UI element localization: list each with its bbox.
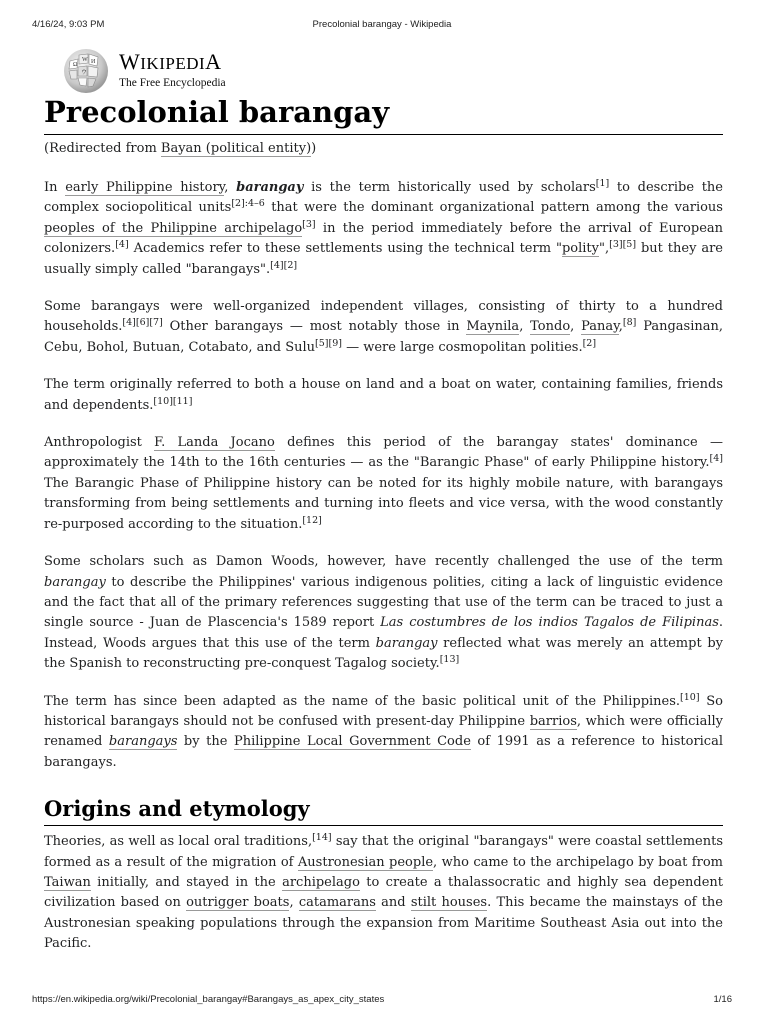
redirect-link[interactable]: Bayan (political entity): [160, 141, 312, 156]
link-catamarans[interactable]: catamarans: [298, 895, 376, 911]
redirect-note: (Redirected from Bayan (political entity)): [44, 141, 317, 156]
citation[interactable]: [12]: [302, 514, 322, 526]
citation[interactable]: [4][6][7]: [122, 317, 163, 329]
paragraph-woods-challenge: Some scholars such as Damon Woods, however, have recently challenged the use of the term barangay to describe the Philippines' various indigenous polities, citing a lack of linguistic evidence and the fact that all of the primary references suggesting that use of the term can be traced to just a single source - Juan de Plascencia's 1589 report Las costumbres de los indios Tagalos de Filipinas. Instead, Woods argues that this use of the term barangay reflected what was merely an attempt by the Spanish to reconstructing pre-conquest Tagalog society.[13]: [44, 554, 724, 672]
link-f-landa-jocano[interactable]: F. Landa Jocano: [154, 435, 275, 451]
print-page-number: 1/16: [713, 994, 732, 1005]
link-philippine-local-government-code[interactable]: Philippine Local Government Code: [233, 734, 471, 750]
citation[interactable]: [4][2]: [270, 259, 298, 271]
section-origins-and-etymology: [44, 795, 723, 826]
link-barangays[interactable]: barangays: [108, 734, 178, 750]
work-title: Las costumbres de los indios Tagalos de Filipinas: [380, 615, 719, 631]
citation[interactable]: [3]: [302, 218, 316, 230]
paragraph-modern-usage: The term has since been adapted as the name of the basic political unit of the Philippines.[10] So historical barangays should not be confused with present-day Philippine barrios, which were officially renamed barangays by the Philippine Local Government Code of 1991 as a reference to historical barangays.: [44, 691, 724, 770]
citation[interactable]: [13]: [439, 653, 460, 665]
print-datetime: 4/16/24, 9:03 PM: [32, 19, 105, 30]
link-early-philippine-history[interactable]: early Philippine history: [65, 180, 225, 195]
print-page-title: Precolonial barangay - Wikipedia: [312, 19, 452, 30]
wikipedia-globe-icon: [61, 45, 111, 95]
citation[interactable]: [5][9]: [315, 337, 342, 349]
citation[interactable]: [2]: [582, 337, 597, 349]
wordmark-tagline: The Free Encyclopedia: [119, 77, 226, 89]
wordmark-ikipedi: IKIPEDI: [140, 54, 206, 73]
print-footer: [32, 994, 732, 1005]
paragraph-households: Some barangays were well-organized independent villages, consisting of thirty to a hundred households.[4][6][7] Other barangays — most notably those in Maynila, Tondo, Panay,[8] Pangasinan, Cebu, Bohol, Butuan, Cotabato, and Sulu[5][9] — were large cosmopolitan polities.[2]: [44, 299, 724, 355]
link-maynila[interactable]: Maynila: [466, 319, 520, 335]
link-barrios[interactable]: barrios: [529, 713, 577, 729]
wordmark-a: A: [205, 49, 222, 74]
citation[interactable]: [2]:4–6: [231, 198, 265, 210]
paragraph-house-and-boat: The term originally referred to both a house on land and a boat on water, containing families, friends and dependents.[10][11]: [44, 377, 723, 413]
citation[interactable]: [10][11]: [153, 395, 193, 407]
citation[interactable]: [10]: [680, 691, 700, 703]
link-taiwan[interactable]: Taiwan: [44, 874, 91, 890]
link-panay[interactable]: Panay: [581, 319, 619, 335]
svg-text:И: И: [91, 59, 96, 65]
citation[interactable]: [3][5]: [609, 239, 637, 250]
svg-text:ウ: ウ: [81, 70, 88, 76]
page-title: Precolonial barangay: [44, 93, 723, 135]
section-heading: Origins and etymology: [44, 795, 723, 826]
link-archipelago[interactable]: archipelago: [282, 874, 360, 890]
svg-text:Ω: Ω: [73, 62, 78, 68]
paragraph-barangic-phase: Anthropologist F. Landa Jocano defines this period of the barangay states' dominance — approximately the 14th to the 16th centuries — as the "Barangic Phase" of early Philippine history.[4] The Barangic Phase of Philippine history can be noted for its highly mobile nature, with barangays transforming from being settlements and turning into fleets and vice versa, with the wood constantly re-purposed according to the situation.[12]: [44, 435, 723, 532]
paragraph-origins: Theories, as well as local oral traditions,[14] say that the original "barangays" were coastal settlements formed as a result of the migration of Austronesian people, who came to the archipelago by boat from Taiwan initially, and stayed in the archipelago to create a thalassocratic and highly sea dependent civilization based on outrigger boats, catamarans and stilt houses. This became the mainstays of the Austronesian speaking populations through the expansion from Maritime Southeast Asia out into the Pacific.: [44, 831, 724, 952]
link-outrigger-boats[interactable]: outrigger boats: [186, 895, 290, 911]
print-header: [32, 19, 732, 30]
citation[interactable]: [14]: [312, 831, 332, 843]
wordmark-name: [119, 50, 226, 76]
wordmark: [119, 50, 226, 90]
citation[interactable]: [1]: [595, 177, 610, 189]
print-url: https://en.wikipedia.org/wiki/Precolonial_barangay#Barangays_as_apex_city_states: [32, 994, 385, 1005]
wordmark-w: W: [119, 49, 141, 74]
link-peoples-of-the-philippine-archipelago[interactable]: peoples of the Philippine archipelago: [44, 220, 303, 236]
citation[interactable]: [4]: [115, 239, 129, 250]
paragraph-intro: In early Philippine history, barangay is the term historically used by scholars[1] to describe the complex sociopolitical units$^{[2]:4-6}$ that were the dominant organizational pattern among the various peoples of the Philippine archipelago[3] in the period immediately before the arrival of European colonizers.[4] Academics refer to these settlements using the technical term "polity",[3][5] but they are usually simply called "barangays".[4][2]: [44, 177, 724, 277]
link-polity[interactable]: polity: [561, 241, 599, 257]
term-barangay: barangay: [236, 180, 304, 195]
citation[interactable]: [8]: [622, 317, 637, 329]
svg-text:W: W: [82, 57, 88, 63]
article-content: [44, 93, 723, 955]
citation[interactable]: [4]: [709, 453, 723, 465]
link-tondo[interactable]: Tondo: [530, 319, 571, 335]
link-austronesian-people[interactable]: Austronesian people: [297, 854, 434, 870]
wikipedia-logo[interactable]: [61, 45, 226, 95]
link-stilt-houses[interactable]: stilt houses: [410, 895, 488, 911]
